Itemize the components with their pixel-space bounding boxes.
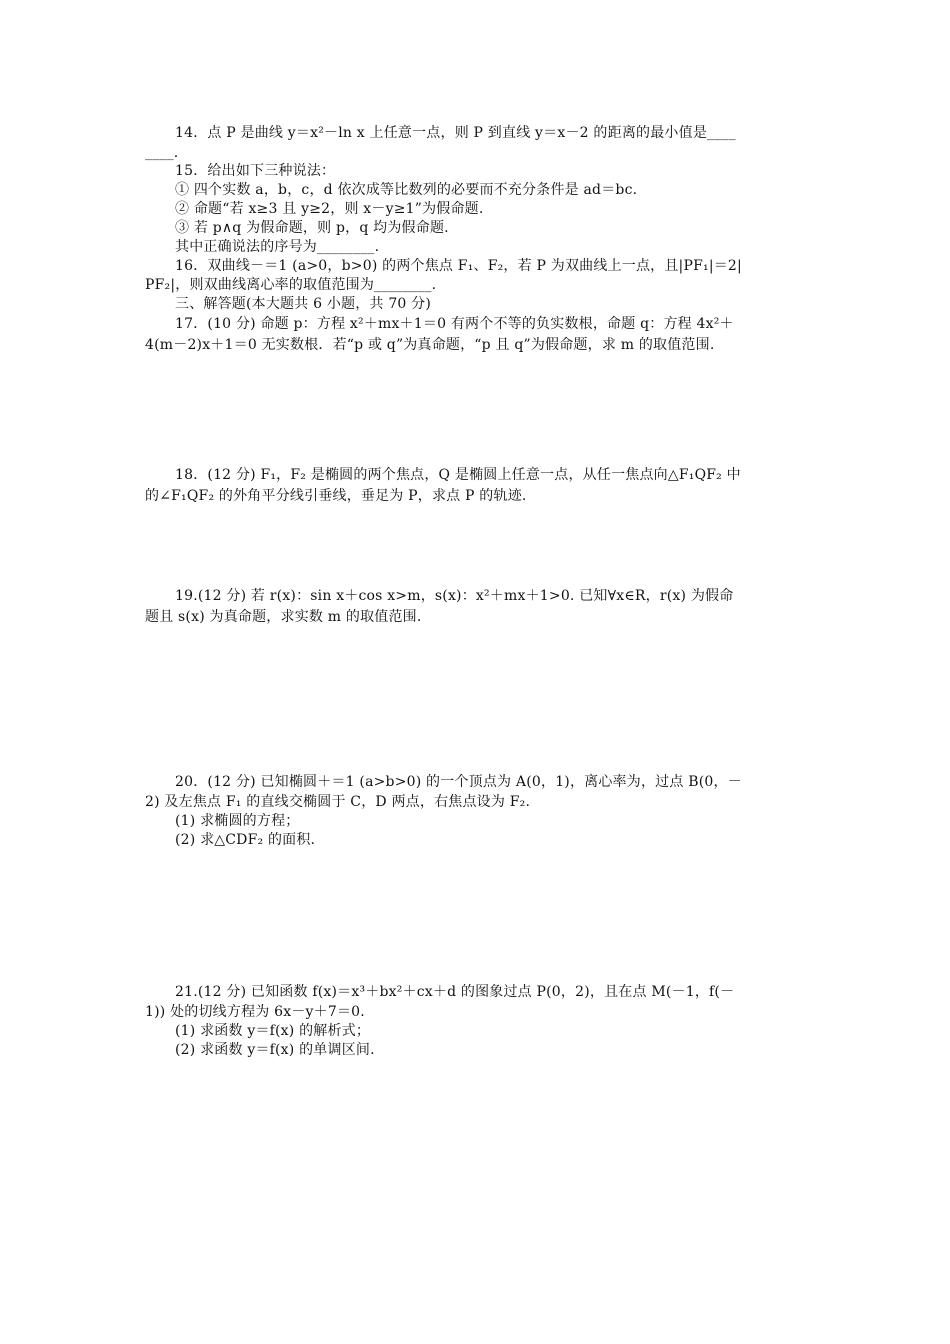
q15-statement-2: ② 命题“若 x≥3 且 y≥2，则 x－y≥1”为假命题. <box>175 201 484 217</box>
q16-line-1: 16．双曲线－＝1 (a>0，b>0) 的两个焦点 F₁、F₂，若 P 为双曲线上一点，且|PF₁|＝2| <box>175 258 742 274</box>
q20-part-2: (2) 求△CDF₂ 的面积. <box>175 832 316 848</box>
q15-line-1: 15．给出如下三种说法： <box>175 163 336 179</box>
q21-line-2: 1)) 处的切线方程为 6x－y＋7＝0. <box>145 1004 365 1020</box>
q20-part-1: (1) 求椭圆的方程； <box>175 813 300 829</box>
section-heading: 三、解答题(本大题共 6 小题，共 70 分) <box>175 296 432 312</box>
q14-line-1: 14．点 P 是曲线 y＝x²－ln x 上任意一点，则 P 到直线 y＝x－2 的距离的最小值是____ <box>175 125 736 141</box>
q18-line-1: 18．(12 分) F₁，F₂ 是椭圆的两个焦点，Q 是椭圆上任意一点，从任一焦点向△F₁QF₂ 中 <box>175 467 741 483</box>
q19-line-1: 19.(12 分) 若 r(x)：sin x＋cos x>m，s(x)：x²＋mx＋1>0. 已知∀x∈R，r(x) 为假命 <box>175 588 734 604</box>
q20-line-2: 2) 及左焦点 F₁ 的直线交椭圆于 C，D 两点，右焦点设为 F₂. <box>145 794 531 810</box>
q16-line-2: PF₂|，则双曲线离心率的取值范围为________. <box>145 277 437 293</box>
q21-part-1: (1) 求函数 y＝f(x) 的解析式； <box>175 1023 371 1039</box>
q14-line-2: ____. <box>145 145 179 161</box>
q15-statement-3: ③ 若 p∧q 为假命题，则 p，q 均为假命题. <box>175 220 449 236</box>
q17-line-2: 4(m－2)x＋1＝0 无实数根．若“p 或 q”为真命题，“p 且 q”为假命题，求 m 的取值范围. <box>145 337 715 353</box>
q15-statement-1: ① 四个实数 a，b，c，d 依次成等比数列的必要而不充分条件是 ad＝bc. <box>175 182 638 198</box>
q20-line-1: 20．(12 分) 已知椭圆＋＝1 (a>b>0) 的一个顶点为 A(0，1)，离心率为，过点 B(0，－ <box>175 774 742 790</box>
q21-part-2: (2) 求函数 y＝f(x) 的单调区间. <box>175 1042 375 1058</box>
q19-line-2: 题且 s(x) 为真命题，求实数 m 的取值范围. <box>145 609 422 625</box>
q17-line-1: 17．(10 分) 命题 p：方程 x²＋mx＋1＝0 有两个不等的负实数根，命题 q：方程 4x²＋ <box>175 316 734 332</box>
q21-line-1: 21.(12 分) 已知函数 f(x)＝x³＋bx²＋cx＋d 的图象过点 P(0，2)，且在点 M(－1，f(－ <box>175 984 735 1000</box>
q15-answer-line: 其中正确说法的序号为________. <box>175 239 380 255</box>
q18-line-2: 的∠F₁QF₂ 的外角平分线引垂线，垂足为 P，求点 P 的轨迹. <box>145 488 527 504</box>
